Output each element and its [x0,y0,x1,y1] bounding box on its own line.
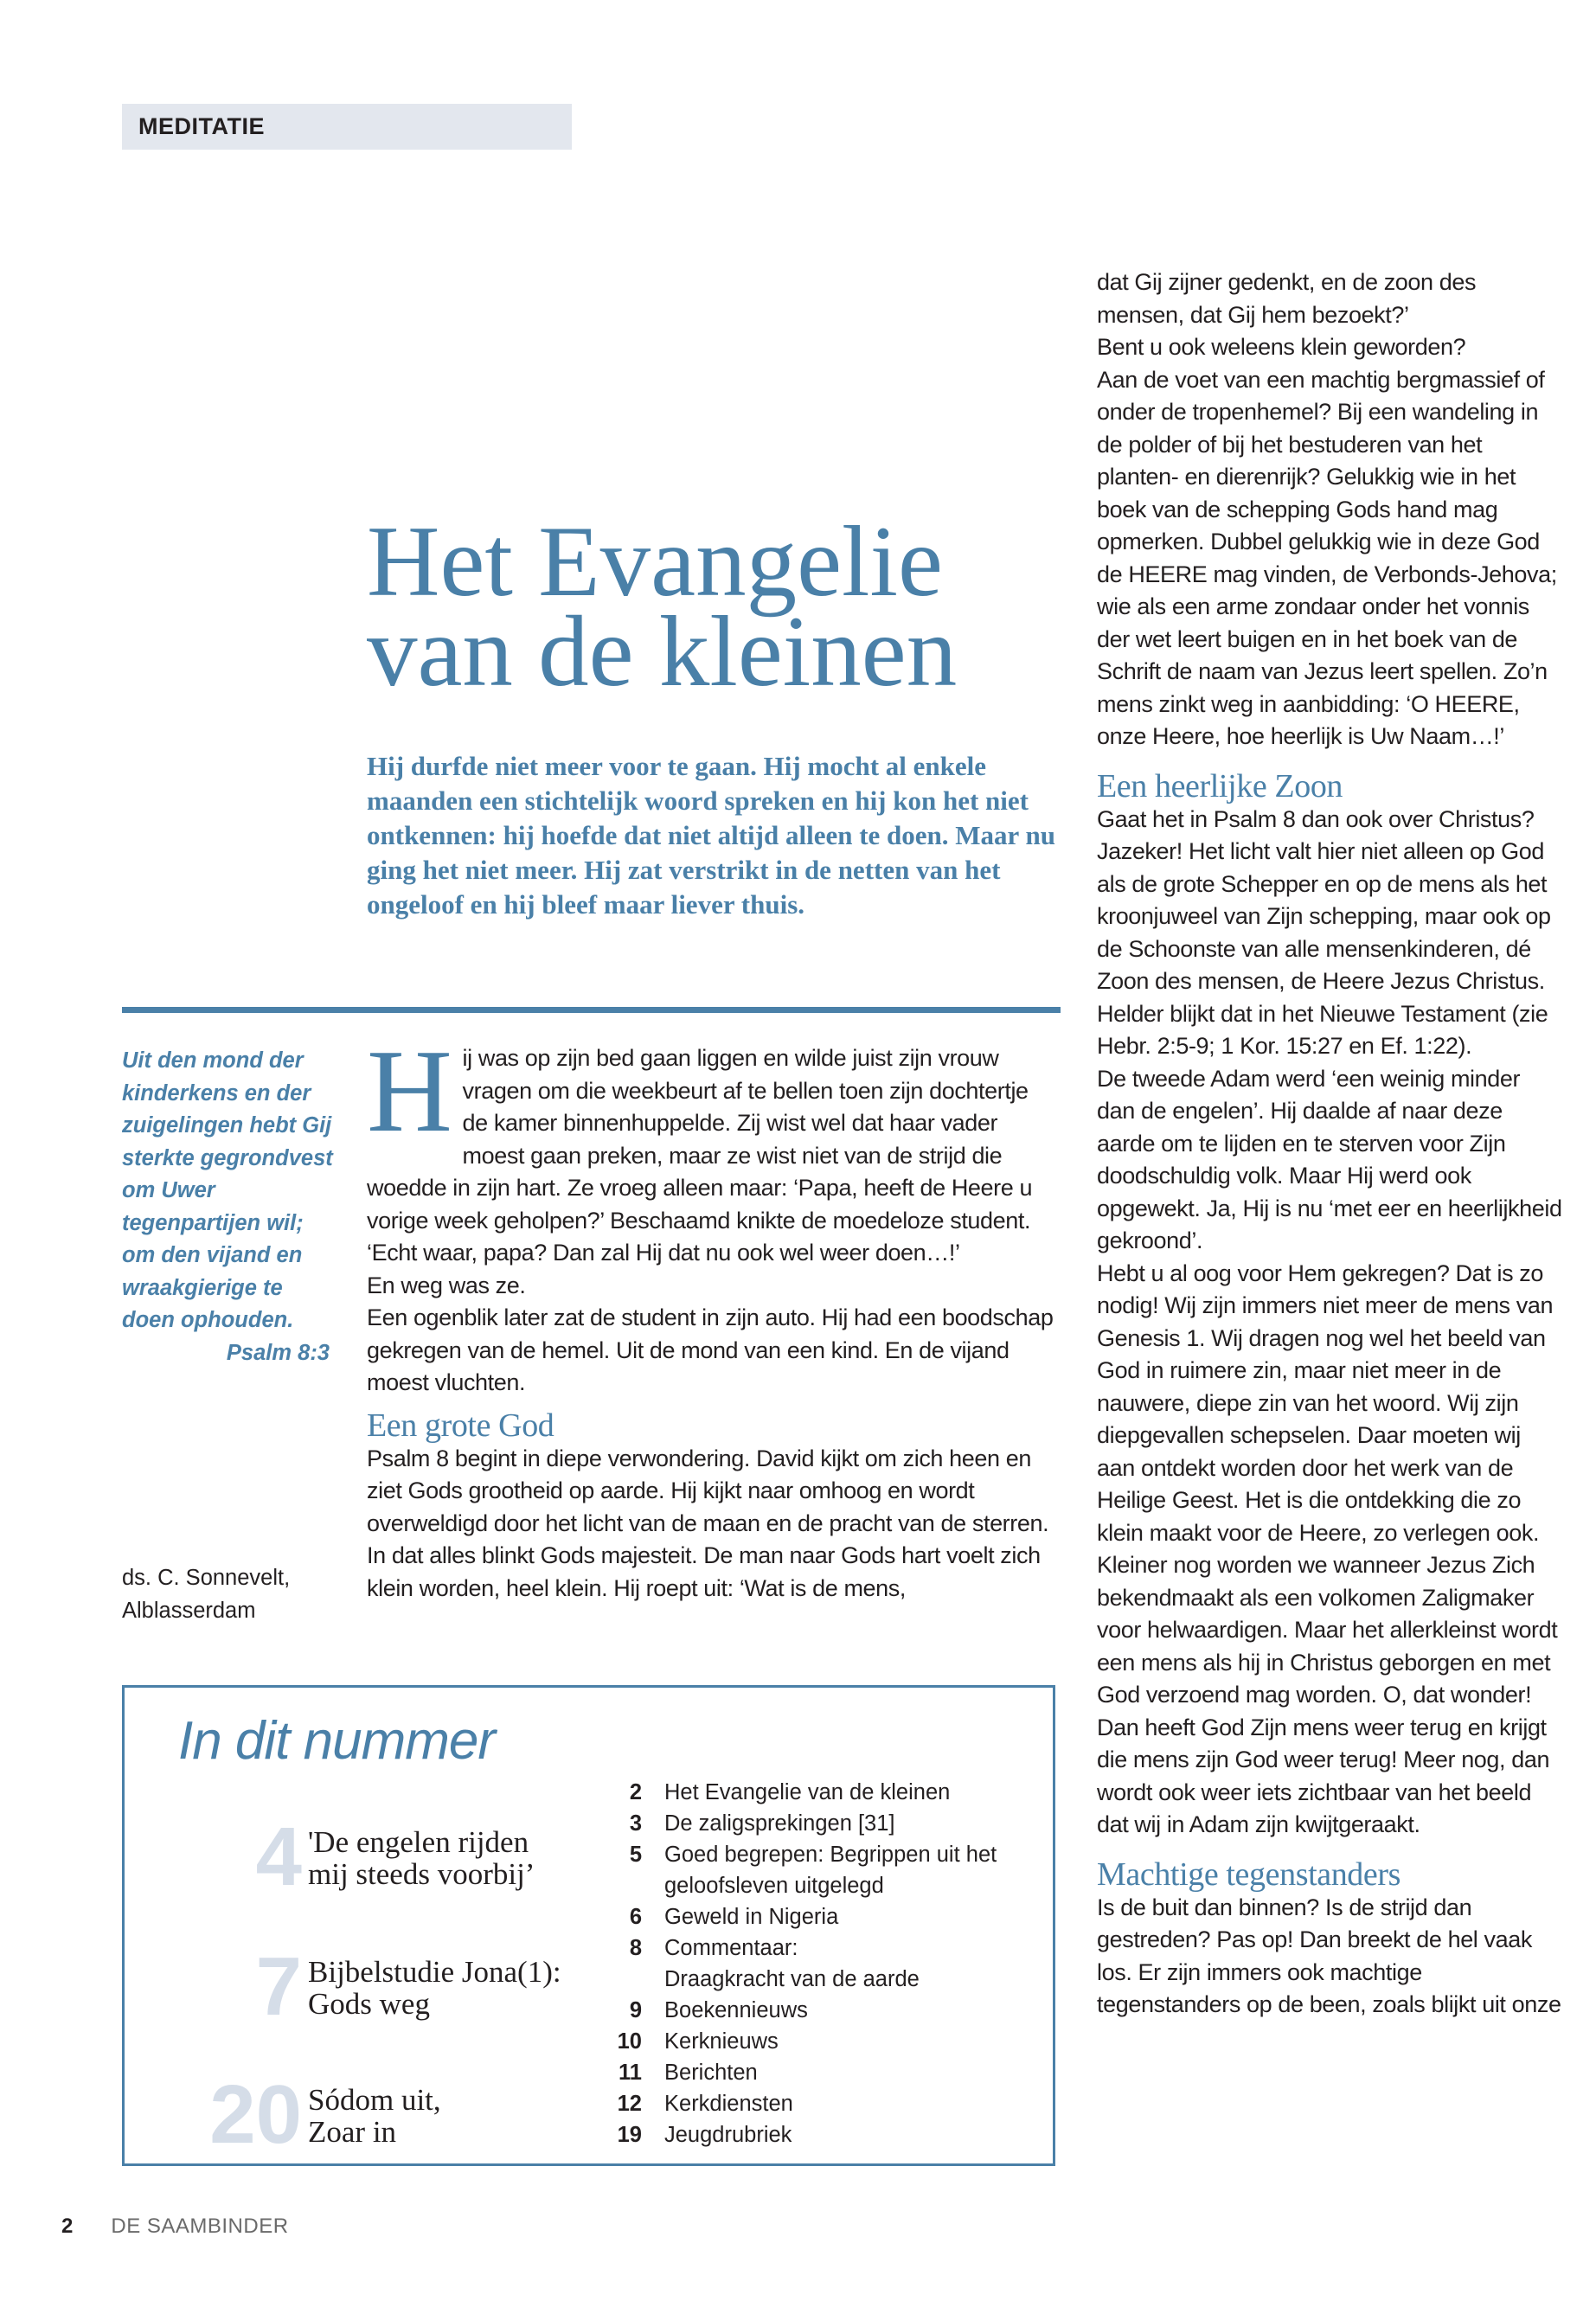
toc-title: De zaligsprekingen [31] [664,1811,895,1836]
toc-item[interactable] [593,2119,1026,2150]
toc-title: Kerkdiensten [664,2092,793,2116]
paragraph: Psalm 8 begint in diepe verwondering. David kijkt om zich heen en ziet Gods grootheid op aarde. Hij kijkt naar omhoog en wordt overweldigd door het licht van de maan en de pracht van de sterren. In dat alles blinkt Gods majesteit. De man naar Gods hart voelt zich klein worden, heel klein. Hij roept uit: ‘Wat is de mens, [367,1445,1049,1601]
toc-title: Boekennieuws [664,1998,808,2022]
toc-item[interactable] [593,1808,1026,1839]
featured-title-line: Zoar in [308,2115,397,2149]
toc-item-continued[interactable] [593,1870,1026,1901]
featured-title [308,1826,535,1890]
toc-title: Goed begrepen: Begrippen uit het [664,1843,997,1867]
toc-item[interactable] [593,1777,1026,1808]
intro-text: ij was op zijn bed gaan liggen en wilde juist zijn vrouw vragen om die weekbeurt af te bellen toen zijn dochtertje de kamer binnenhuppelde. Zij wist wel dat haar vader moest gaan preken, maar ze wist niet van de strijd die woedde in zijn hart. Ze vroeg alleen maar: ‘Papa, heeft de Heere u vorige week geholpen?’ Beschaamd knikte de moedeloze student. ‘Echt waar, papa? Dan zal Hij dat nu ook wel weer doen…!’ [367,1045,1033,1266]
toc-page-number [593,1964,642,1995]
drop-cap: H [367,1025,452,1157]
featured-item[interactable] [142,1811,626,1911]
toc-page-number: 8 [629,1936,642,1960]
toc-title: Berichten [664,2061,758,2085]
author-byline [122,1562,347,1627]
toc-title: Kerknieuws [664,2029,779,2054]
toc-page-number [593,1870,642,1901]
section-divider [122,1007,1061,1013]
toc-item[interactable] [593,1839,1026,1870]
title-line-1: Het Evangelie [367,506,943,618]
contents-box [122,1685,1055,2166]
article-title [367,506,1024,708]
paragraph: De tweede Adam werd ‘een weinig minder dan de engelen’. Hij daalde af naar deze aarde om te lijden en te sterven voor Zijn doodschuldig volk. Maar Hij werd ook opgewekt. Ja, Hij is nu ‘met eer en heerlijkheid gekroond’. [1097,1065,1562,1253]
contents-title: In dit nummer [178,1711,496,1771]
page-footer [61,2214,289,2239]
table-of-contents [593,1777,1026,2150]
featured-title [308,1956,561,2020]
psalm-quote-reference: Psalm 8:3 [226,1340,330,1365]
toc-title: Geweld in Nigeria [664,1905,839,1929]
psalm-quote [122,1045,338,1369]
article-column-2 [1097,266,1564,2022]
toc-item[interactable] [593,1932,1026,1964]
section-label: MEDITATIE [138,113,265,139]
featured-page-number: 7 [255,1940,302,2033]
toc-page-number: 2 [629,1780,642,1804]
toc-title: Jeugdrubriek [664,2123,792,2147]
toc-page-number: 19 [617,2123,642,2147]
toc-title: Draagkracht van de aarde [664,1967,920,1991]
toc-item[interactable] [593,1995,1026,2026]
featured-title-line: Sódom uit, [308,2083,441,2117]
author-name: ds. C. Sonnevelt, [122,1566,291,1590]
toc-page-number: 12 [617,2092,642,2116]
toc-page-number: 3 [629,1811,642,1836]
title-line-2: van de kleinen [367,596,958,708]
toc-page-number: 11 [619,2061,642,2085]
paragraph: Een ogenblik later zat de student in zijn auto. Hij had een boodschap gekregen van de hemel. Uit de mond van een kind. En de vijand moest vluchten. [367,1304,1054,1395]
subheading-een-heerlijke-zoon: Een heerlijke Zoon [1097,767,1343,804]
featured-title-line: Gods weg [308,1987,430,2021]
paragraph: dat Gij zijner gedenkt, en de zoon des mensen, dat Gij hem bezoekt?’ [1097,269,1477,328]
paragraph: En weg was ze. [367,1272,526,1298]
toc-page-number: 9 [629,1998,642,2022]
paragraph: Bent u ook weleens klein geworden? [1097,334,1466,360]
toc-page-number: 10 [617,2029,642,2054]
section-tag [122,104,572,150]
paragraph: Is de buit dan binnen? Is de strijd dan gestreden? Pas op! Dan breekt de hel vaak los. Er zijn immers ook machtige tegenstanders op de been, zoals blijkt uit onze [1097,1894,1561,2017]
paragraph: Hebt u al oog voor Hem gekregen? Dat is zo nodig! Wij zijn immers niet meer de mens van Genesis 1. Wij dragen nog wel het beeld van God in ruimere zin, maar niet meer in de nauwere, diepe zin van het woord. Wij zijn diepgevallen schepselen. Daar moeten wij aan ontdekt worden door het werk van de Heilige Geest. Het is die ontdekking die zo klein maakt voor de Heere, zo verlegen ook. Kleiner nog worden we wanneer Jezus Zich bekendmaakt als een volkomen Zaligmaker voor helwaardigen. Maar het allerkleinst wordt een mens als hij in Christus geborgen en met God verzoend mag worden. O, dat wonder! Dan heeft God Zijn mens weer terug en krijgt die mens zijn God weer terug! Meer nog, dan wordt ook weer iets zichtbaar van het beeld dat wij in Adam zijn kwijtgeraakt. [1097,1259,1558,1837]
author-place: Alblasserdam [122,1598,256,1623]
toc-item[interactable] [593,2026,1026,2057]
toc-item[interactable] [593,2057,1026,2088]
toc-item[interactable] [593,1901,1026,1932]
featured-title-line: Bijbelstudie Jona(1): [308,1955,561,1989]
featured-item[interactable] [142,1940,626,2041]
article-column-1 [367,1025,1059,1605]
featured-item[interactable] [142,2068,626,2169]
featured-title-line: mij steeds voorbij’ [308,1857,535,1891]
toc-title: Commentaar: [664,1936,798,1960]
toc-title: geloofsleven uitgelegd [664,1874,884,1898]
featured-page-number: 20 [209,2068,302,2161]
psalm-quote-text: Uit den mond der kinderkens en der zuigelingen hebt Gij sterkte gegrondvest om Uwer tegenpartijen wil; om den vijand en wraakgierige te doen ophouden. [122,1048,333,1332]
magazine-name: DE SAAMBINDER [111,2214,289,2238]
subheading-een-grote-god: Een grote God [367,1407,554,1444]
featured-page-number: 4 [255,1811,302,1903]
toc-page-number: 5 [629,1843,642,1867]
toc-item[interactable] [593,2088,1026,2119]
featured-title [308,2084,441,2148]
page-number: 2 [61,2214,74,2238]
article-lead: Hij durfde niet meer voor te gaan. Hij mocht al enkele maanden een stichtelijk woord spreken en hij kon het niet ontkennen: hij hoefde dat niet altijd alleen te doen. Maar nu ging het niet meer. Hij zat verstrikt in de netten van het ongeloof en hij bleef maar liever thuis. [367,751,1055,920]
toc-item-continued[interactable] [593,1964,1026,1995]
toc-title: Het Evangelie van de kleinen [664,1780,951,1804]
paragraph: Gaat het in Psalm 8 dan ook over Christus? Jazeker! Het licht valt hier niet alleen op God als de grote Schepper en op de mens als het kroonjuweel van Zijn schepping, maar ook op de Schoonste van alle mensenkinderen, dé Zoon des mensen, de Heere Jezus Christus. Helder blijkt dat in het Nieuwe Testament (zie Hebr. 2:5-9; 1 Kor. 15:27 en Ef. 1:22). [1097,805,1551,1059]
subheading-machtige-tegenstanders: Machtige tegenstanders [1097,1856,1401,1893]
intro-paragraph [367,1025,1059,1270]
toc-page-number: 6 [629,1905,642,1929]
paragraph: Aan de voet van een machtig bergmassief of onder de tropenhemel? Bij een wandeling in de polder of bij het bestuderen van het planten- en dierenrijk? Gelukkig wie in het boek van de schepping Gods hand mag opmerken. Dubbel gelukkig wie in deze God de HEERE mag vinden, de Verbonds-Jehova; wie als een arme zondaar onder het vonnis der wet leert buigen en in het boek van de Schrift de naam van Jezus leert spellen. Zo’n mens zinkt weg in aanbidding: ‘O HEERE, onze Heere, hoe heerlijk is Uw Naam…!’ [1097,366,1557,749]
featured-title-line: 'De engelen rijden [308,1825,529,1859]
